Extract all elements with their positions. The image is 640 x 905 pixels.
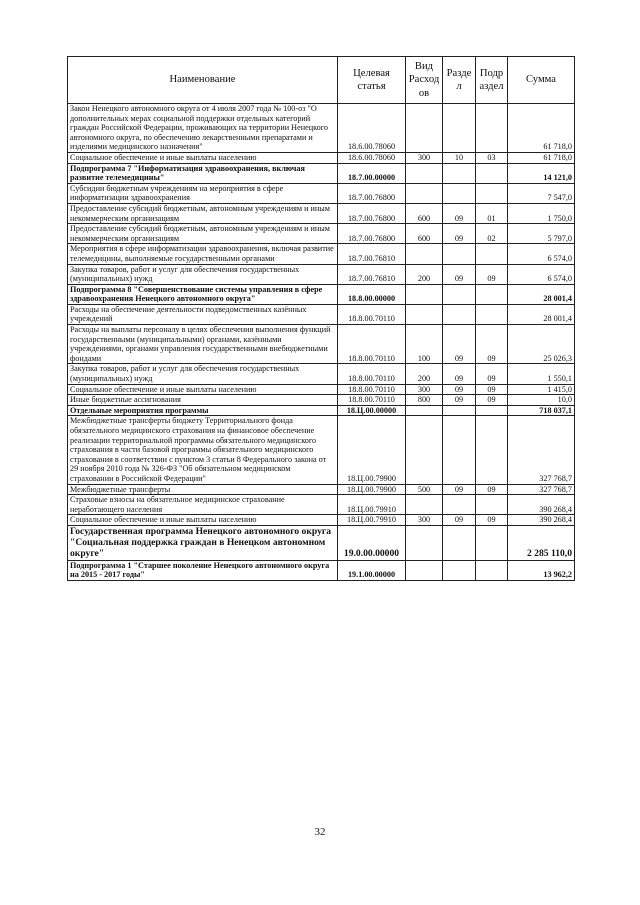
table-body: [68, 104, 575, 581]
cell-section: [443, 284, 476, 304]
cell-name: Предоставление субсидий бюджетным, автономным учреждениям и иным некоммерческим организациям: [68, 224, 338, 244]
cell-code: 18.6.00.78060: [338, 152, 406, 163]
table-row: [68, 495, 575, 515]
cell-name: Субсидии бюджетным учреждениям на мероприятия в сфере информатизации здравоохранения: [68, 183, 338, 203]
cell-subsection: [476, 304, 508, 324]
header-code: Целевая статья: [338, 57, 406, 104]
cell-name: Иные бюджетные ассигнования: [68, 395, 338, 406]
cell-sum: 14 121,0: [508, 163, 575, 183]
cell-expense-type: 600: [406, 203, 443, 223]
cell-code: 18.8.00.70110: [338, 384, 406, 395]
table-row: [68, 203, 575, 223]
cell-sum: 1 415,0: [508, 384, 575, 395]
table-row: [68, 515, 575, 526]
cell-sum: 327 768,7: [508, 416, 575, 484]
table-row: [68, 152, 575, 163]
header-sum: Сумма: [508, 57, 575, 104]
cell-subsection: [476, 405, 508, 416]
cell-name: Отдельные мероприятия программы: [68, 405, 338, 416]
page-number: 32: [314, 826, 326, 838]
cell-section: 09: [443, 325, 476, 364]
cell-code: 18.8.00.70110: [338, 304, 406, 324]
cell-section: 09: [443, 384, 476, 395]
cell-subsection: [476, 104, 508, 153]
cell-name: Подпрограмма 1 "Старшее поколение Ненецкого автономного округа на 2015 - 2017 годы": [68, 560, 338, 580]
table-row: [68, 395, 575, 406]
cell-name: Предоставление субсидий бюджетным, автономным учреждениям и иным некоммерческим организациям: [68, 203, 338, 223]
cell-subsection: 09: [476, 484, 508, 495]
cell-code: 18.Ц.00.79910: [338, 495, 406, 515]
cell-sum: 2 285 110,0: [508, 525, 575, 560]
cell-expense-type: [406, 163, 443, 183]
table-header-row: [68, 57, 575, 104]
cell-name: Государственная программа Ненецкого автономного округа "Социальная поддержка граждан в Ненецком автономном округе": [68, 525, 338, 560]
cell-section: [443, 183, 476, 203]
cell-name: Закон Ненецкого автономного округа от 4 июля 2007 года № 100-оз "О дополнительных мерах социальной поддержки отдельных категорий граждан Российской Федерации, проживающих на территории Ненецкого автономного округа, по обеспечению лекарственными препаратами и изделиями медицинского назначения": [68, 104, 338, 153]
cell-section: [443, 416, 476, 484]
cell-code: 19.0.00.00000: [338, 525, 406, 560]
table-row: [68, 560, 575, 580]
cell-sum: 28 001,4: [508, 304, 575, 324]
table-row: [68, 104, 575, 153]
cell-sum: 1 550,1: [508, 364, 575, 384]
cell-sum: 390 268,4: [508, 515, 575, 526]
cell-subsection: [476, 495, 508, 515]
table-row: [68, 364, 575, 384]
cell-code: 18.Ц.00.79910: [338, 515, 406, 526]
cell-sum: 61 718,0: [508, 152, 575, 163]
cell-expense-type: [406, 560, 443, 580]
cell-section: 09: [443, 515, 476, 526]
cell-subsection: 09: [476, 364, 508, 384]
cell-expense-type: [406, 304, 443, 324]
table-row: [68, 284, 575, 304]
cell-name: Закупка товаров, работ и услуг для обеспечения государственных (муниципальных) нужд: [68, 364, 338, 384]
cell-name: Мероприятия в сфере информатизации здравоохранения, включая развитие телемедицины, выполняемые государственными органами: [68, 244, 338, 264]
cell-expense-type: 300: [406, 515, 443, 526]
cell-code: 18.8.00.00000: [338, 284, 406, 304]
cell-subsection: 09: [476, 264, 508, 284]
cell-code: 19.1.00.00000: [338, 560, 406, 580]
cell-subsection: [476, 525, 508, 560]
cell-expense-type: 600: [406, 224, 443, 244]
table-row: [68, 224, 575, 244]
cell-code: 18.Ц.00.79900: [338, 484, 406, 495]
cell-code: 18.7.00.76800: [338, 183, 406, 203]
cell-name: Страховые взносы на обязательное медицинское страхование неработающего населения: [68, 495, 338, 515]
cell-section: 09: [443, 203, 476, 223]
cell-subsection: 02: [476, 224, 508, 244]
cell-code: 18.7.00.76810: [338, 244, 406, 264]
cell-expense-type: [406, 405, 443, 416]
cell-expense-type: 500: [406, 484, 443, 495]
table-row: [68, 416, 575, 484]
cell-subsection: [476, 416, 508, 484]
table-row: [68, 325, 575, 364]
cell-subsection: 01: [476, 203, 508, 223]
table-row: [68, 405, 575, 416]
cell-sum: 718 037,1: [508, 405, 575, 416]
cell-expense-type: 300: [406, 152, 443, 163]
header-section: Разде л: [443, 57, 476, 104]
cell-section: [443, 304, 476, 324]
cell-expense-type: 300: [406, 384, 443, 395]
cell-subsection: [476, 244, 508, 264]
cell-sum: 327 768,7: [508, 484, 575, 495]
cell-subsection: [476, 183, 508, 203]
cell-section: [443, 495, 476, 515]
cell-section: [443, 560, 476, 580]
budget-table: [67, 56, 575, 581]
header-name: Наименование: [68, 57, 338, 104]
cell-sum: 6 574,0: [508, 264, 575, 284]
table-row: [68, 525, 575, 560]
cell-sum: 13 962,2: [508, 560, 575, 580]
header-expense-type: Вид Расход ов: [406, 57, 443, 104]
cell-sum: 10,0: [508, 395, 575, 406]
cell-name: Социальное обеспечение и иные выплаты населению: [68, 152, 338, 163]
cell-expense-type: 800: [406, 395, 443, 406]
cell-sum: 25 026,3: [508, 325, 575, 364]
cell-subsection: 09: [476, 515, 508, 526]
cell-name: Социальное обеспечение и иные выплаты населению: [68, 515, 338, 526]
cell-section: 09: [443, 224, 476, 244]
table-row: [68, 163, 575, 183]
cell-expense-type: [406, 495, 443, 515]
cell-expense-type: [406, 284, 443, 304]
cell-section: [443, 163, 476, 183]
cell-code: 18.6.00.78060: [338, 104, 406, 153]
cell-subsection: 09: [476, 325, 508, 364]
cell-section: [443, 104, 476, 153]
cell-section: [443, 525, 476, 560]
header-subsection: Подр аздел: [476, 57, 508, 104]
cell-section: [443, 244, 476, 264]
cell-sum: 390 268,4: [508, 495, 575, 515]
cell-section: 09: [443, 264, 476, 284]
cell-code: 18.7.00.76800: [338, 203, 406, 223]
cell-name: Социальное обеспечение и иные выплаты населению: [68, 384, 338, 395]
cell-code: 18.7.00.76800: [338, 224, 406, 244]
cell-code: 18.Ц.00.79900: [338, 416, 406, 484]
table-row: [68, 484, 575, 495]
cell-code: 18.7.00.00000: [338, 163, 406, 183]
cell-subsection: 03: [476, 152, 508, 163]
cell-code: 18.7.00.76810: [338, 264, 406, 284]
cell-expense-type: [406, 183, 443, 203]
cell-expense-type: 200: [406, 264, 443, 284]
cell-section: 09: [443, 484, 476, 495]
cell-subsection: 09: [476, 395, 508, 406]
cell-name: Закупка товаров, работ и услуг для обеспечения государственных (муниципальных) нужд: [68, 264, 338, 284]
cell-expense-type: [406, 525, 443, 560]
cell-expense-type: 100: [406, 325, 443, 364]
cell-code: 18.8.00.70110: [338, 325, 406, 364]
cell-name: Межбюджетные трансферты: [68, 484, 338, 495]
cell-sum: 6 574,0: [508, 244, 575, 264]
cell-section: 09: [443, 364, 476, 384]
cell-name: Расходы на обеспечение деятельности подведомственных казённых учреждений: [68, 304, 338, 324]
cell-code: 18.8.00.70110: [338, 364, 406, 384]
cell-name: Расходы на выплаты персоналу в целях обеспечения выполнения функций государственными (муниципальными) органами, казёнными учреждениями, органами управления государственными внебюджетными фондами: [68, 325, 338, 364]
table-row: [68, 183, 575, 203]
cell-expense-type: [406, 104, 443, 153]
cell-name: Подпрограмма 8 "Совершенствование системы управления в сфере здравоохранения Ненецкого автономного округа": [68, 284, 338, 304]
cell-section: 10: [443, 152, 476, 163]
cell-sum: 61 718,0: [508, 104, 575, 153]
cell-name: Межбюджетные трансферты бюджету Территориального фонда обязательного медицинского страхования на финансовое обеспечение реализации территориальной программы обязательного медицинского страхования в части базовой программы обязательного медицинского страхования в соответствии с пунктом 3 статьи 8 Федерального закона от 29 ноября 2010 года № 326-ФЗ "Об обязательном медицинском страховании в Российской Федерации": [68, 416, 338, 484]
cell-sum: 5 797,0: [508, 224, 575, 244]
cell-expense-type: 200: [406, 364, 443, 384]
cell-section: 09: [443, 395, 476, 406]
cell-sum: 28 001,4: [508, 284, 575, 304]
table-row: [68, 304, 575, 324]
cell-code: 18.8.00.70110: [338, 395, 406, 406]
cell-code: 18.Ц.00.00000: [338, 405, 406, 416]
cell-subsection: [476, 284, 508, 304]
cell-name: Подпрограмма 7 "Информатизация здравоохранения, включая развитие телемедицины": [68, 163, 338, 183]
table-row: [68, 244, 575, 264]
cell-expense-type: [406, 244, 443, 264]
table-row: [68, 384, 575, 395]
cell-subsection: [476, 560, 508, 580]
cell-sum: 7 547,0: [508, 183, 575, 203]
cell-subsection: 09: [476, 384, 508, 395]
table-row: [68, 264, 575, 284]
cell-sum: 1 750,0: [508, 203, 575, 223]
cell-expense-type: [406, 416, 443, 484]
cell-subsection: [476, 163, 508, 183]
cell-section: [443, 405, 476, 416]
